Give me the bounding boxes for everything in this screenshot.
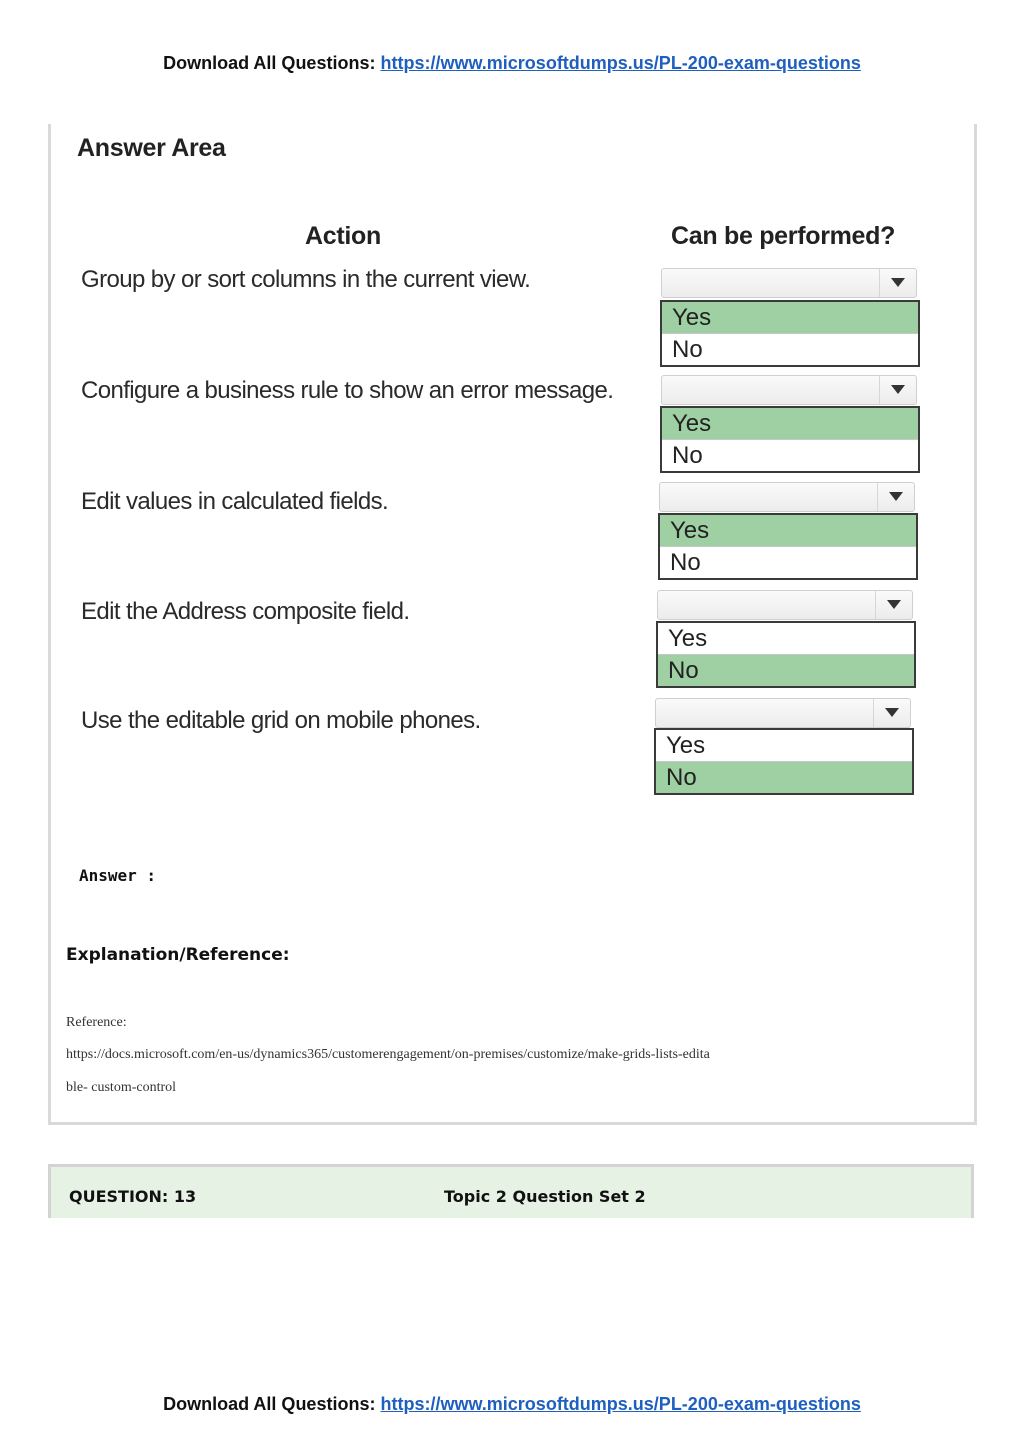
option-no-2[interactable]: No (672, 442, 703, 469)
download-header (0, 53, 1024, 74)
action-row-1: Group by or sort columns in the current view. (81, 266, 531, 293)
question-topic: Topic 2 Question Set 2 (444, 1187, 646, 1206)
answer-dropdown-4[interactable] (657, 590, 913, 620)
answer-options-3 (658, 513, 918, 580)
answer-options-4 (656, 621, 916, 688)
option-yes-5[interactable]: Yes (656, 730, 912, 762)
action-column-header: Action (305, 222, 381, 250)
option-no-4[interactable]: No (658, 655, 914, 686)
answer-dropdown-1[interactable] (661, 268, 917, 298)
option-yes-2[interactable]: Yes (662, 408, 918, 440)
reference-label: Reference: (66, 1015, 127, 1030)
download-label: Download All Questions: (163, 1394, 376, 1414)
download-link[interactable]: https://www.microsoftdumps.us/PL-200-exam-questions (380, 1394, 861, 1414)
chevron-down-icon (877, 483, 914, 511)
explanation-label: Explanation/Reference: (66, 945, 290, 965)
option-no-3[interactable]: No (670, 549, 701, 576)
reference-url-line-2[interactable]: ble- custom-control (66, 1080, 177, 1095)
download-label: Download All Questions: (163, 53, 376, 73)
option-no-5[interactable]: No (656, 762, 912, 793)
option-yes-1[interactable]: Yes (662, 302, 918, 334)
answer-options-2 (660, 406, 920, 473)
answer-label: Answer : (79, 866, 157, 885)
answer-dropdown-5[interactable] (655, 698, 911, 728)
chevron-down-icon (879, 269, 916, 297)
option-yes-3[interactable]: Yes (660, 515, 916, 547)
answer-card (48, 124, 977, 1125)
option-yes-4[interactable]: Yes (658, 623, 914, 655)
download-link[interactable]: https://www.microsoftdumps.us/PL-200-exam-questions (380, 53, 861, 73)
answer-dropdown-2[interactable] (661, 375, 917, 405)
action-row-2: Configure a business rule to show an error message. (81, 377, 614, 404)
download-footer (0, 1394, 1024, 1415)
answer-dropdown-3[interactable] (659, 482, 915, 512)
action-row-3: Edit values in calculated fields. (81, 488, 389, 515)
option-no-1[interactable]: No (672, 336, 703, 363)
can-be-performed-column-header: Can be performed? (671, 222, 896, 250)
question-number: QUESTION: 13 (69, 1187, 197, 1206)
answer-area-title: Answer Area (77, 134, 226, 162)
action-row-5: Use the editable grid on mobile phones. (81, 707, 481, 734)
action-row-4: Edit the Address composite field. (81, 598, 410, 625)
question-header-bar (48, 1164, 974, 1218)
chevron-down-icon (875, 591, 912, 619)
answer-options-5 (654, 728, 914, 795)
chevron-down-icon (879, 376, 916, 404)
reference-url-line-1[interactable]: https://docs.microsoft.com/en-us/dynamics365/customerengagement/on-premises/customize/make-grids-lists-edita (66, 1047, 710, 1062)
answer-options-1 (660, 300, 920, 367)
chevron-down-icon (873, 699, 910, 727)
